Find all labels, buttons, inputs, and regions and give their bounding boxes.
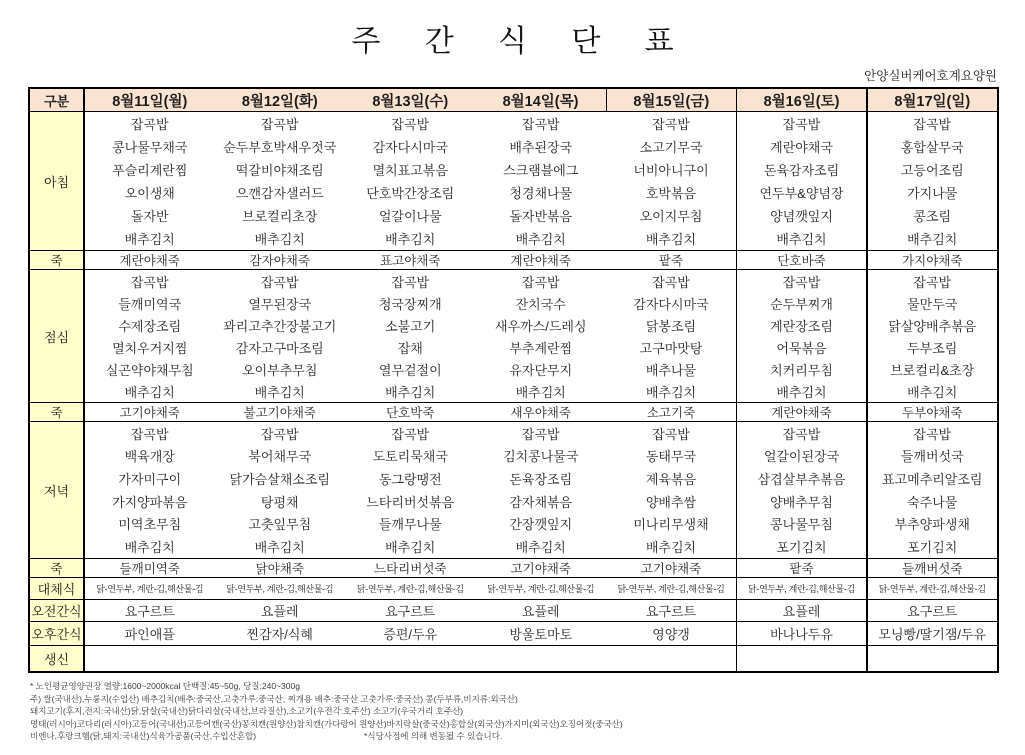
menu-item: 잔치국수 [515, 296, 566, 312]
day-header-mon: 8월11일(월) [84, 88, 215, 112]
dinner-tue [215, 422, 346, 559]
menu-item: 들깨미역국 [118, 296, 182, 312]
dinner-fri [606, 422, 737, 559]
row-label-porridge: 죽 [29, 403, 84, 422]
menu-item: 김치콩나물국 [503, 449, 579, 465]
menu-item: 잡곡밥 [782, 117, 821, 132]
row-label-birthday: 생신 [29, 646, 84, 673]
morning-snack-wed: 요구르트 [345, 600, 476, 622]
breakfast-tue [215, 112, 346, 251]
menu-item: 잡곡밥 [782, 426, 821, 442]
menu-item: 고구마맛탕 [639, 340, 703, 356]
menu-item: 잡곡밥 [652, 117, 690, 132]
lunch-sat [737, 270, 868, 403]
menu-item: 배추김치 [515, 540, 566, 556]
alternative-thu: 닭-연두부, 계란-김,해산물-김 [476, 578, 607, 600]
afternoon-snack-wed: 증편/두유 [345, 622, 476, 646]
breakfast-porridge-tue: 감자야채죽 [215, 251, 346, 270]
menu-item: 포기김치 [907, 540, 958, 556]
birthday-sun [867, 646, 998, 673]
menu-item: 배추김치 [776, 384, 827, 400]
day-header-sat: 8월16일(토) [737, 88, 868, 112]
corner-label: 구분 [29, 88, 84, 112]
menu-item: 잡곡밥 [391, 274, 430, 290]
menu-item: 배추김치 [645, 384, 697, 400]
menu-item: 꽈리고추간장불고기 [223, 318, 337, 334]
breakfast-wed [345, 112, 476, 251]
menu-item: 배추김치 [907, 384, 958, 400]
alternative-fri: 닭-연두부, 계란-김,해산물-김 [606, 578, 737, 600]
dinner-porridge-mon: 들깨미역죽 [84, 559, 215, 578]
menu-item: 오이부추무침 [242, 362, 318, 378]
menu-item: 배추김치 [124, 384, 175, 400]
lunch-sun [867, 270, 998, 403]
menu-item: 콩나물무채국 [112, 140, 188, 155]
day-header-tue: 8월12일(화) [215, 88, 346, 112]
menu-item: 닭살양배추볶음 [888, 318, 977, 334]
menu-item: 잡채 [397, 340, 423, 356]
menu-item: 배추김치 [124, 540, 175, 556]
menu-item: 잡곡밥 [652, 274, 690, 290]
menu-item: 부추계란찜 [509, 340, 573, 356]
lunch-porridge-mon: 고기야채죽 [84, 403, 215, 422]
morning-snack-fri: 요구르트 [606, 600, 737, 622]
menu-item: 잡곡밥 [521, 426, 560, 442]
breakfast-porridge-thu: 계란야채죽 [476, 251, 607, 270]
lunch-wed [345, 270, 476, 403]
menu-item: 잡곡밥 [521, 117, 560, 132]
menu-item: 들깨버섯국 [900, 449, 964, 465]
breakfast-fri [606, 112, 737, 251]
afternoon-snack-fri: 영양갱 [606, 622, 737, 646]
breakfast-porridge-row [29, 251, 998, 270]
day-header-sun: 8월17일(일) [867, 88, 998, 112]
menu-item: 동태무국 [645, 449, 697, 465]
menu-item: 양배추무침 [770, 494, 833, 510]
menu-item: 배추김치 [515, 232, 566, 247]
menu-item: 백육개장 [124, 449, 175, 465]
menu-item: 잡곡밥 [391, 117, 430, 132]
afternoon-snack-sun: 모닝빵/딸기잼/두유 [867, 622, 998, 646]
menu-item: 도토리묵채국 [372, 449, 448, 465]
menu-item: 브로컬리초장 [242, 209, 318, 224]
menu-item: 배추김치 [254, 540, 305, 556]
day-header-thu: 8월14일(목) [476, 88, 607, 112]
menu-item: 미역초무침 [118, 517, 182, 533]
alternative-sun: 닭-연두부, 계란-김,해산물-김 [867, 578, 998, 600]
page-title: 주 간 식 단 표 [351, 25, 692, 58]
dinner-wed [345, 422, 476, 559]
menu-item: 오이지무침 [639, 209, 703, 224]
breakfast-porridge-mon: 계란야채죽 [84, 251, 215, 270]
breakfast-sun [867, 112, 998, 251]
menu-item: 표고메추리알조림 [882, 472, 983, 488]
dinner-sat [737, 422, 868, 559]
menu-item: 가자미구이 [118, 472, 182, 488]
menu-item: 잡곡밥 [521, 274, 560, 290]
lunch-thu [476, 270, 607, 403]
dinner-sun [867, 422, 998, 559]
menu-item: 배추김치 [645, 232, 697, 247]
morning-snack-tue: 요플레 [215, 600, 346, 622]
menu-item: 간장깻잎지 [509, 517, 573, 533]
footnote-line: 주) 쌀(국내산),누룽지(수입산) 배추김치(배추:중국산,고춧가루:중국산, 찌개용 배추:중국산 고춧가루:중국산) 콩(두부류,비지류:외국산) [30, 693, 518, 704]
lunch-porridge-thu: 새우야채죽 [476, 403, 607, 422]
dinner-porridge-tue: 닭야채죽 [215, 559, 346, 578]
menu-item: 너비아니구이 [633, 163, 709, 178]
dinner-porridge-wed: 느타리버섯죽 [345, 559, 476, 578]
menu-item: 오이생채 [124, 186, 175, 201]
menu-item: 배추김치 [515, 384, 566, 400]
menu-item: 감자고구마조림 [235, 340, 324, 356]
birthday-tue [215, 646, 346, 673]
lunch-porridge-row [29, 403, 998, 422]
dinner-porridge-row [29, 559, 998, 578]
menu-item: 배추김치 [254, 384, 305, 400]
menu-item: 배추김치 [907, 232, 958, 247]
menu-item: 배추김치 [124, 232, 175, 247]
menu-item: 배추김치 [254, 232, 305, 247]
menu-item: 청경채나물 [509, 186, 573, 201]
footnote-line [30, 730, 1025, 743]
menu-item: 감자채볶음 [509, 494, 573, 510]
morning-snack-sun: 요구르트 [867, 600, 998, 622]
dinner-porridge-fri: 고기야채죽 [606, 559, 737, 578]
dinner-thu [476, 422, 607, 559]
morning-snack-mon: 요구르트 [84, 600, 215, 622]
menu-item: 배추된장국 [509, 140, 573, 155]
menu-item: 배추김치 [776, 232, 827, 247]
menu-item: 돈육감자조림 [763, 163, 840, 178]
footnote-line: 명태(러시아)코다리(러시아)고등어(국내산)고등어캔(국산)꽁치캔(원양산)참치캔(가다랑어 원양산)바지락살(중국산)홍합살(외국산)가지미(외국산)오징어젓(중국산) [30, 718, 623, 729]
header-row [29, 88, 998, 112]
menu-item: 돌자반볶음 [509, 209, 573, 224]
menu-item: 얼갈이나물 [378, 209, 442, 224]
afternoon-snack-thu: 방울토마토 [476, 622, 607, 646]
menu-item: 계란장조림 [770, 318, 833, 334]
menu-item: 멸치표고볶음 [372, 163, 448, 178]
morning-snack-sat: 요플레 [737, 600, 868, 622]
menu-item: 스크램블에그 [503, 163, 579, 178]
menu-item: 돈육장조림 [509, 472, 573, 488]
menu-item: 잡곡밥 [130, 274, 169, 290]
menu-item: 탕평채 [260, 494, 299, 510]
menu-item: 미나리무생채 [633, 517, 709, 533]
menu-item: 물만두국 [907, 296, 958, 312]
birthday-wed [345, 646, 476, 673]
alternative-tue: 닭-연두부, 계란-김,해산물-김 [215, 578, 346, 600]
menu-item: 얼갈이된장국 [763, 449, 840, 465]
menu-item: 수제장조림 [118, 318, 182, 334]
menu-item: 잡곡밥 [652, 426, 690, 442]
footnote-line: * 노인평균영양권장 열량:1600~2000kcal 단백질:45~50g, 당질:240~300g [30, 681, 300, 691]
menu-item: 배추김치 [385, 232, 436, 247]
menu-item: 으깬감자샐러드 [235, 186, 324, 201]
menu-item: 배추김치 [385, 384, 436, 400]
footnote-line: 돼지고기(후지,전지:국내산)닭,닭살(국내산)닭다리살(국내산,브라질산),소고기(우전각:호주산) 소고기(우국거리 호주산) [30, 706, 464, 717]
alternative-wed: 닭-연두부, 계란-김,해산물-김 [345, 578, 476, 600]
breakfast-porridge-sun: 가지야채죽 [867, 251, 998, 270]
menu-item: 청국장찌개 [378, 296, 442, 312]
dinner-porridge-sat: 팥죽 [737, 559, 868, 578]
menu-item: 가지양파볶음 [112, 494, 188, 510]
menu-item: 멸치우거지찜 [112, 340, 188, 356]
menu-item: 치커리무침 [770, 362, 833, 378]
menu-item: 홍합살무국 [900, 140, 964, 155]
menu-item: 잡곡밥 [260, 117, 299, 132]
lunch-porridge-wed: 단호박죽 [345, 403, 476, 422]
birthday-mon [84, 646, 215, 673]
menu-item: 북어채무국 [248, 449, 312, 465]
menu-item: 열무겉절이 [378, 362, 442, 378]
breakfast-row [29, 112, 998, 251]
breakfast-porridge-wed: 표고야채죽 [345, 251, 476, 270]
menu-item: 제육볶음 [645, 472, 697, 488]
birthday-thu [476, 646, 607, 673]
menu-item: 유자단무지 [509, 362, 573, 378]
menu-item: 브로컬리&초장 [890, 362, 975, 378]
menu-item: 두부조림 [907, 340, 958, 356]
menu-item: 닭봉조림 [645, 318, 697, 334]
dinner-porridge-sun: 들깨버섯죽 [867, 559, 998, 578]
menu-item: 감자다시마국 [372, 140, 448, 155]
menu-item: 양배추쌈 [645, 494, 697, 510]
birthday-sat [737, 646, 868, 673]
menu-item: 배추김치 [645, 540, 697, 556]
afternoon-snack-mon: 파인애플 [84, 622, 215, 646]
lunch-porridge-fri: 소고기죽 [606, 403, 737, 422]
menu-item: 소고기무국 [639, 140, 703, 155]
row-label-breakfast: 아침 [29, 112, 84, 251]
menu-item: 감자다시마국 [633, 296, 709, 312]
birthday-row [29, 646, 998, 673]
menu-item: 잡곡밥 [130, 117, 169, 132]
menu-item: 숙주나물 [907, 494, 958, 510]
facility-name: 안양실버케어호계요양원 [864, 69, 997, 83]
menu-item: 돌자반 [130, 209, 169, 224]
breakfast-sat [737, 112, 868, 251]
menu-item: 부추양파생채 [894, 517, 970, 533]
breakfast-thu [476, 112, 607, 251]
menu-item: 잡곡밥 [260, 274, 299, 290]
birthday-fri [606, 646, 737, 673]
menu-item: 실곤약야채무침 [105, 362, 194, 378]
menu-item: 소불고기 [385, 318, 436, 334]
lunch-porridge-tue: 불고기야채죽 [215, 403, 346, 422]
menu-item: 계란야채국 [770, 140, 833, 155]
lunch-mon [84, 270, 215, 403]
lunch-row [29, 270, 998, 403]
breakfast-mon [84, 112, 215, 251]
lunch-fri [606, 270, 737, 403]
menu-item: 가지나물 [907, 186, 958, 201]
afternoon-snack-sat: 바나나두유 [737, 622, 868, 646]
menu-item: 고등어조림 [900, 163, 964, 178]
breakfast-porridge-sat: 단호바죽 [737, 251, 868, 270]
menu-item: 연두부&양념장 [759, 186, 844, 201]
row-label-porridge: 죽 [29, 559, 84, 578]
menu-item: 포기김치 [776, 540, 827, 556]
footnote-line-left: 비엔나,후랑크햄(닭,돼지:국내산)식육가공품(국산,수입산혼합) [30, 731, 257, 742]
menu-item: 배추김치 [385, 540, 436, 556]
morning-snack-row [29, 600, 998, 622]
footnote-change-notice: *식당사정에 의해 변동될 수 있습니다. [364, 731, 503, 742]
menu-item: 잡곡밥 [913, 426, 952, 442]
footnotes [30, 680, 1025, 743]
row-label-alternative: 대체식 [29, 578, 84, 600]
dinner-porridge-thu: 고기야채죽 [476, 559, 607, 578]
lunch-tue [215, 270, 346, 403]
row-label-afternoon-snack: 오후간식 [29, 622, 84, 646]
menu-item: 잡곡밥 [913, 117, 952, 132]
row-label-dinner: 저녁 [29, 422, 84, 559]
menu-item: 삼겹살부추볶음 [757, 472, 846, 488]
alternative-mon: 닭-연두부, 계란-김,해산물-김 [84, 578, 215, 600]
menu-item: 잡곡밥 [130, 426, 169, 442]
morning-snack-thu: 요플레 [476, 600, 607, 622]
weekly-menu-table [28, 87, 999, 673]
menu-item: 배추나물 [645, 362, 697, 378]
menu-item: 동그랑땡전 [378, 472, 442, 488]
row-label-morning-snack: 오전간식 [29, 600, 84, 622]
lunch-porridge-sun: 두부야채죽 [867, 403, 998, 422]
row-label-lunch: 점심 [29, 270, 84, 403]
alternative-row [29, 578, 998, 600]
menu-item: 콩조림 [913, 209, 952, 224]
dinner-mon [84, 422, 215, 559]
breakfast-porridge-fri: 팥죽 [606, 251, 737, 270]
lunch-porridge-sat: 계란야채죽 [737, 403, 868, 422]
dinner-row [29, 422, 998, 559]
afternoon-snack-tue: 찐감자/식혜 [215, 622, 346, 646]
afternoon-snack-row [29, 622, 998, 646]
menu-item: 어묵볶음 [776, 340, 827, 356]
menu-item: 호박볶음 [645, 186, 697, 201]
menu-item: 푸슬리계란찜 [112, 163, 188, 178]
menu-item: 열무된장국 [248, 296, 312, 312]
menu-item: 잡곡밥 [260, 426, 299, 442]
menu-item: 떡갈비야채조림 [235, 163, 324, 178]
menu-item: 새우까스/드레싱 [494, 318, 587, 334]
row-label-porridge: 죽 [29, 251, 84, 270]
menu-item: 양념깻잎지 [770, 209, 833, 224]
menu-item: 들깨무나물 [378, 517, 442, 533]
menu-item: 잡곡밥 [391, 426, 430, 442]
menu-item: 잡곡밥 [913, 274, 952, 290]
menu-item: 닭가슴살채소조림 [229, 472, 330, 488]
day-header-wed: 8월13일(수) [345, 88, 476, 112]
menu-item: 잡곡밥 [782, 274, 821, 290]
menu-item: 느타리버섯볶음 [366, 494, 455, 510]
menu-item: 고춧잎무침 [248, 517, 312, 533]
menu-item: 콩나물무침 [770, 517, 833, 533]
menu-item: 단호박간장조림 [366, 186, 455, 201]
day-header-sat-prev: 8월15일(금) [606, 88, 737, 112]
menu-item: 순두부찌개 [770, 296, 833, 312]
alternative-sat: 닭-연두부, 계란-김,해산물-김 [737, 578, 868, 600]
menu-item: 순두부호박새우젓국 [223, 140, 337, 155]
